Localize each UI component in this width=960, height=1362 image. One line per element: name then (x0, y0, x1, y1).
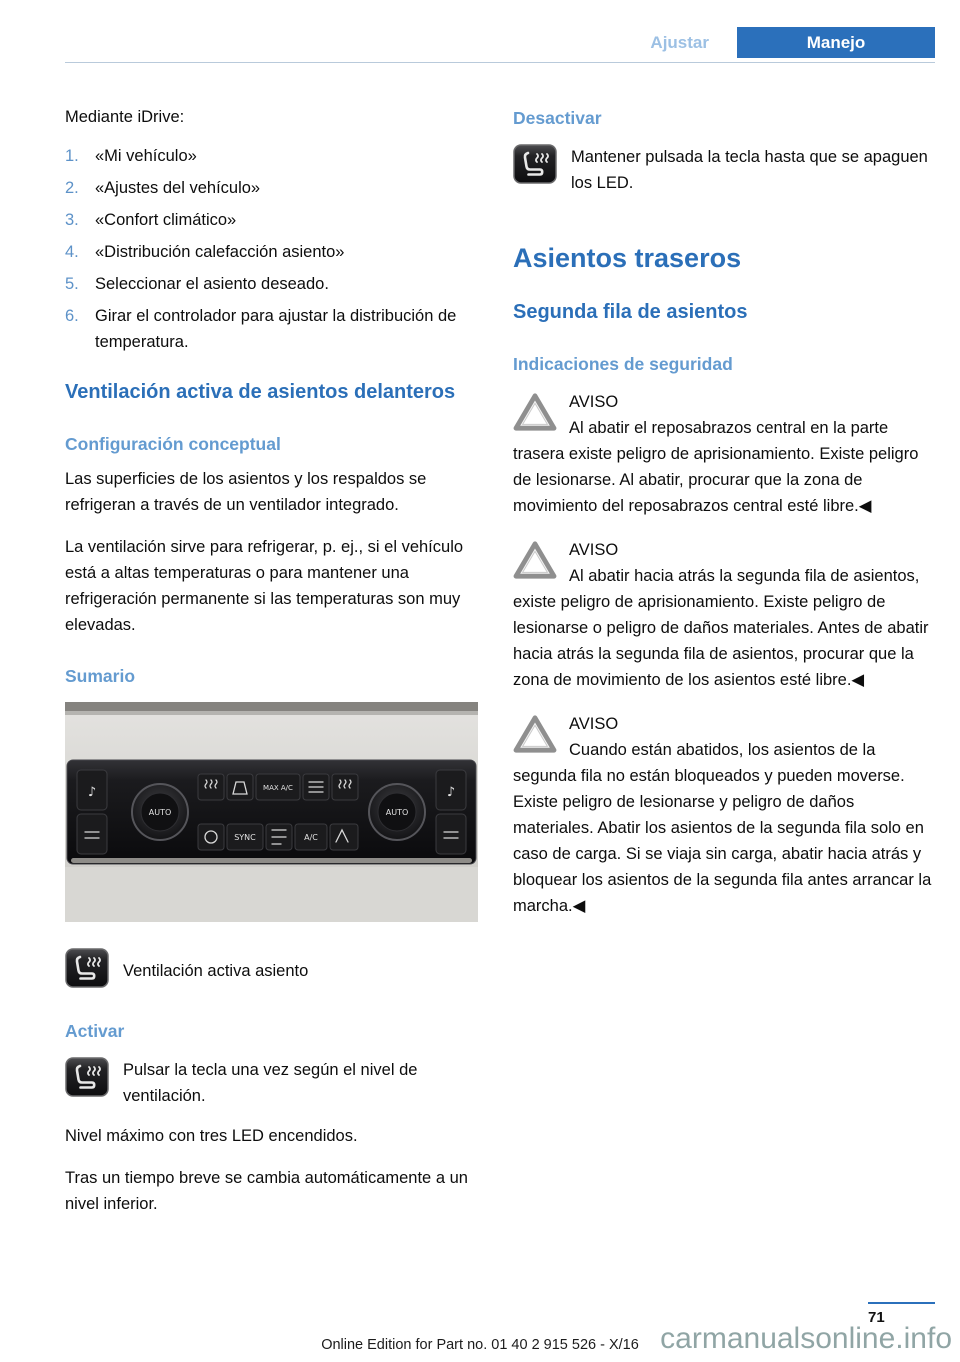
warning-text: Al abatir el reposabrazos central en la parte trasera existe peligro de aprisionamiento. Existe peligro de lesionarse. Al abatir, procurar que la zona de movimiento del reposabrazos central esté libre.◀ (513, 419, 919, 515)
paragraph-level: Nivel máximo con tres LED encendidos. (65, 1127, 358, 1145)
step-text: «Confort climático» (95, 211, 237, 229)
paragraph-concept-1: Las superficies de los asientos y los respaldos se refrigeran a través de un ventilador integrado. (65, 470, 427, 514)
auto-knob-label: AUTO (148, 808, 172, 817)
paragraph-concept-2: La ventilación sirve para refrigerar, p. ej., si el vehículo está a altas temperaturas o para mantener una refrigeración permanente si las temperaturas son muy elevadas. (65, 538, 464, 634)
center-buttons-row2 (198, 824, 358, 850)
header-tab-manejo: Manejo (737, 27, 935, 58)
step-number: 6. (65, 307, 79, 325)
left-column (65, 104, 480, 1217)
warning-block (513, 711, 933, 919)
warning-triangle-icon (513, 392, 557, 432)
climate-panel-figure (65, 702, 478, 922)
seat-ventilation-key-icon (513, 144, 557, 196)
dash-trim-line (65, 711, 478, 715)
max-ac-button-label: MAX A/C (263, 784, 293, 792)
chapter-heading-asientos-traseros: Asientos traseros (513, 243, 742, 273)
warning-text: Al abatir hacia atrás la segunda fila de asientos, existe peligro de aprisionamiento. Existe peligro de lesionarse o peligro de daños materiales. Antes de abatir hacia atrás la segunda fila de asientos, procurar que la zona de movimiento de los asientos esté libre.◀ (513, 567, 929, 689)
idrive-step (65, 207, 480, 233)
idrive-step (65, 271, 480, 297)
idrive-step (65, 239, 480, 265)
ac-button-label: A/C (304, 833, 318, 842)
auto-knob-label: AUTO (385, 808, 409, 817)
watermark: carmanualsonline.info (660, 1322, 952, 1355)
left-auto-knob (132, 784, 188, 840)
section-heading-ventilacion: Ventilación activa de asientos delanteros (65, 381, 456, 403)
sync-button-label: SYNC (234, 833, 256, 842)
right-auto-knob (369, 784, 425, 840)
step-number: 1. (65, 147, 79, 165)
intro-text: Mediante iDrive: (65, 108, 185, 126)
header (65, 27, 935, 58)
header-tab-ajustar: Ajustar (650, 32, 709, 52)
warning-label: AVISO (569, 541, 619, 559)
figure-caption: Ventilación activa asiento (123, 961, 309, 980)
right-column (513, 104, 933, 919)
deactivate-text: Mantener pulsada la tecla hasta que se apaguen los LED. (571, 148, 928, 192)
activate-text: Pulsar la tecla una vez según el nivel de ventilación. (123, 1061, 418, 1105)
warning-label: AVISO (569, 393, 619, 411)
step-text: «Distribución calefacción asiento» (95, 243, 345, 261)
idrive-step (65, 143, 480, 169)
climate-panel-photo (65, 702, 478, 922)
subheading-activar: Activar (65, 1021, 125, 1041)
paragraph-auto-level: Tras un tiempo breve se cambia automáticamente a un nivel inferior. (65, 1169, 468, 1213)
step-text: «Mi vehículo» (95, 147, 197, 165)
step-number: 4. (65, 243, 79, 261)
seat-ventilation-key-icon (65, 1057, 109, 1109)
subheading-indicaciones: Indicaciones de seguridad (513, 354, 733, 374)
idrive-steps-list (65, 143, 480, 355)
page-number: 71 (868, 1302, 935, 1326)
warning-block (513, 389, 933, 519)
step-text: Girar el controlador para ajustar la distribución de temperatura. (95, 307, 457, 351)
step-number: 3. (65, 211, 79, 229)
music-note-icon: ♪ (446, 785, 456, 800)
edition-note: Online Edition for Part no. 01 40 2 915 526 - X/16 (321, 1337, 639, 1353)
idrive-step (65, 303, 480, 355)
header-rule (65, 62, 935, 63)
activate-instruction-row (65, 1057, 480, 1109)
step-text: Seleccionar el asiento deseado. (95, 275, 329, 293)
unit-bottom-lip (71, 858, 472, 863)
dash-top-shadow (65, 702, 478, 711)
warning-triangle-icon (513, 540, 557, 580)
seat-ventilation-key-icon (65, 948, 109, 993)
step-number: 2. (65, 179, 79, 197)
subheading-configuracion: Configuración conceptual (65, 434, 281, 454)
music-note-icon: ♪ (87, 785, 97, 800)
section-heading-segunda-fila: Segunda fila de asientos (513, 301, 748, 323)
warning-triangle-icon (513, 714, 557, 754)
idrive-step (65, 175, 480, 201)
step-number: 5. (65, 275, 79, 293)
warning-text: Cuando están abatidos, los asientos de la segunda fila no están bloqueados y pueden moverse. Existe peligro de lesionarse y peligro de daños materiales. Abatir los asientos de la segunda fila solo en caso de carga. Si se viaja sin carga, abatir hacia atrás y bloquear los asientos de la segunda fila antes arrancar la marcha.◀ (513, 741, 932, 915)
subheading-desactivar: Desactivar (513, 108, 602, 128)
subheading-sumario: Sumario (65, 666, 136, 686)
dash-lower-trim (65, 867, 478, 922)
warning-label: AVISO (569, 715, 619, 733)
warning-block (513, 537, 933, 693)
step-text: «Ajustes del vehículo» (95, 179, 261, 197)
figure-caption-row (65, 948, 480, 993)
center-buttons-row1 (198, 774, 358, 800)
deactivate-instruction-row (513, 144, 933, 196)
